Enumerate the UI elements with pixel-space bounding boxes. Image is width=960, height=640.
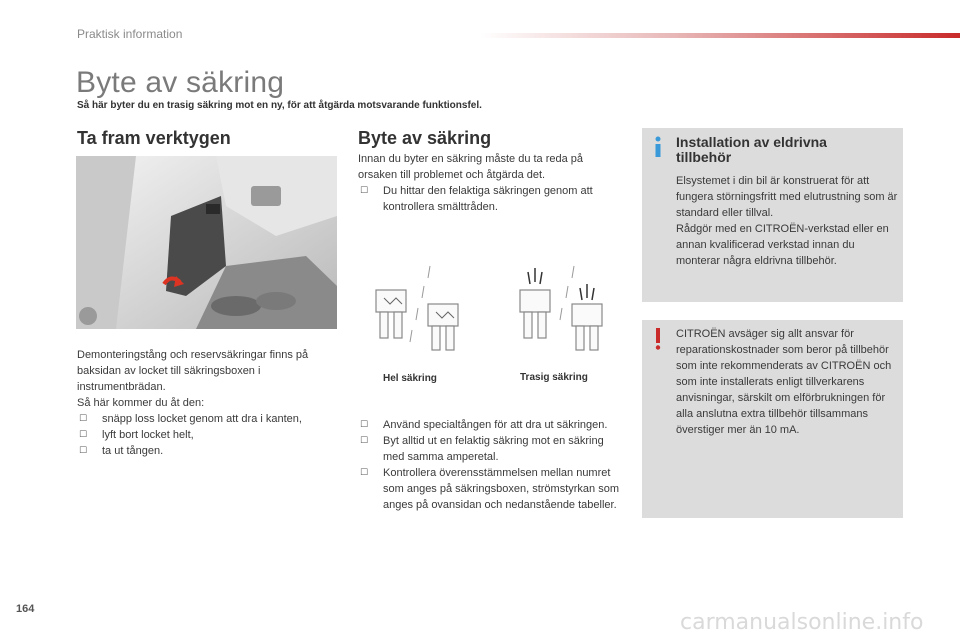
intact-fuse-label: Hel säkring: [383, 373, 437, 384]
dashboard-fusebox-illustration: [76, 156, 337, 329]
info-icon: [652, 136, 664, 158]
list-item: ☐ Använd specialtången för att dra ut säkringen.: [358, 417, 623, 433]
tools-intro: Så här kommer du åt den:: [77, 397, 205, 409]
top-accent-bar: [480, 33, 960, 38]
info-box-text: Elsystemet i din bil är konstruerat för att fungera störningsfritt med elutrustning som är standard eller tillval.: [676, 175, 898, 219]
intact-fuse-illustration: [366, 262, 466, 362]
list-item: ☐ Du hittar den felaktiga säkringen genom att kontrollera smälttråden.: [358, 183, 623, 215]
replace-steps-text: [358, 417, 623, 513]
warning-box: [642, 320, 903, 518]
tools-heading: Ta fram verktygen: [77, 128, 231, 148]
accessories-info-box: [642, 128, 903, 302]
info-box-text-2: Rådgör med en CITROËN-verkstad eller en annan kvalificerad verkstad innan du monterar några eldrivna tillbehör.: [676, 223, 889, 267]
section-label: Praktisk information: [77, 27, 183, 41]
list-item: ☐ lyft bort locket helt,: [77, 427, 337, 443]
tools-text: [77, 347, 337, 459]
watermark: carmanualsonline.info: [680, 610, 924, 635]
list-item: ☐ Byt alltid ut en felaktig säkring mot en säkring med samma amperetal.: [358, 433, 623, 465]
blown-fuse-label: Trasig säkring: [520, 372, 588, 383]
replace-intro-text: [358, 151, 623, 215]
list-item: ☐ ta ut tången.: [77, 443, 337, 459]
tools-paragraph: Demonteringstång och reservsäkringar finns på baksidan av locket till säkringsboxen i instrumentbrädan.: [77, 349, 309, 393]
info-box-title: Installation av eldrivna tillbehör: [676, 134, 827, 165]
list-item: ☐ Kontrollera överensstämmelsen mellan numret som anges på säkringsboxen, strömstyrkan som anges på ovansidan och nedanstående tabeller.: [358, 465, 623, 513]
list-item: ☐ snäpp loss locket genom att dra i kanten,: [77, 411, 337, 427]
replace-paragraph: Innan du byter en säkring måste du ta reda på orsaken till problemet och åtgärda det.: [358, 153, 584, 181]
warning-box-text: CITROËN avsäger sig allt ansvar för reparationskostnader som beror på tillbehör som inte rekommenderats av CITROËN och som inte installerats enligt tillverkarens anvisningar, särskilt om elförbrukningen för alla anslutna extra tillbehör tillsammans överstiger mer än 10 mA.: [676, 328, 892, 436]
tools-steps: [77, 411, 337, 459]
page-title: Byte av säkring: [76, 66, 285, 99]
replace-heading: Byte av säkring: [358, 128, 492, 148]
page-subtitle: Så här byter du en trasig säkring mot en ny, för att åtgärda motsvarande funktionsfel.: [77, 100, 482, 111]
warning-icon: [652, 328, 664, 350]
blown-fuse-illustration: [510, 262, 610, 362]
page-number: 164: [16, 603, 35, 615]
